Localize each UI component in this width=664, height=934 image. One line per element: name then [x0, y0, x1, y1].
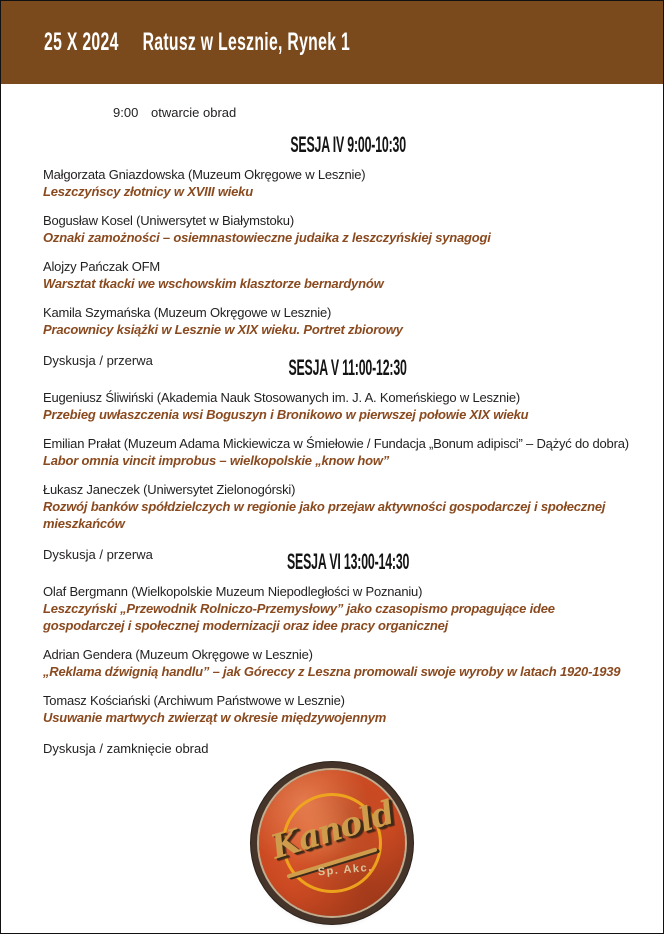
kanold-subtext: Sp. Akc. — [317, 861, 374, 879]
talk — [43, 435, 637, 469]
header-bar — [1, 1, 663, 84]
opening-row — [113, 104, 637, 121]
talk-title: Leszczyńscy złotnicy w XVIII wieku — [43, 184, 253, 199]
talk-title: Labor omnia vincit improbus – wielkopolskie „know how” — [43, 453, 390, 468]
talk-title: Rozwój banków spółdzielczych w regionie jako przejaw aktywności gospodarczej i społecznej mieszkańców — [43, 499, 606, 531]
talk-title: Leszczyński „Przewodnik Rolniczo-Przemysłowy” jako czasopismo propagujące idee gospodarczej i społecznej modernizacji oraz idee pracy organicznej — [43, 601, 555, 633]
talk-speaker: Tomasz Kościański (Archiwum Państwowe w Lesznie) — [43, 693, 345, 708]
discussion-note: Dyskusja / przerwa — [43, 353, 153, 368]
talk-speaker: Bogusław Kosel (Uniwersytet w Białymstoku) — [43, 213, 294, 228]
talk — [43, 304, 637, 338]
talk-title: Przebieg uwłaszczenia wsi Boguszyn i Bronikowo w pierwszej połowie XIX wieku — [43, 407, 529, 422]
closing-note: Dyskusja / zamknięcie obrad — [43, 741, 209, 756]
talk — [43, 583, 637, 634]
kanold-tin-logo — [259, 770, 405, 916]
discussion-note: Dyskusja / przerwa — [43, 547, 153, 562]
session-iv-heading — [17, 132, 664, 157]
session-vi-heading-text: SESJA VI 13:00-14:30 — [286, 549, 410, 574]
talk — [43, 692, 637, 726]
talk-speaker: Eugeniusz Śliwiński (Akademia Nauk Stosowanych im. J. A. Komeńskiego w Lesznie) — [43, 390, 520, 405]
talk — [43, 212, 637, 246]
header-date: 25 X 2024 — [44, 28, 119, 56]
opening-time: 9:00 — [113, 105, 139, 120]
talk-title: Pracownicy książki w Lesznie w XIX wieku. Portret zbiorowy — [43, 322, 403, 337]
talk-title: „Reklama dźwignią handlu” – jak Góreccy z Leszna promowali swoje wyroby w latach 1920-1939 — [43, 664, 621, 679]
kanold-wordmark: Kanold — [266, 792, 398, 867]
session-v-heading-text: SESJA V 11:00-12:30 — [288, 355, 408, 380]
talk-speaker: Małgorzata Gniazdowska (Muzeum Okręgowe w Lesznie) — [43, 167, 366, 182]
talk-title: Usuwanie martwych zwierząt w okresie międzywojennym — [43, 710, 387, 725]
talk-speaker: Alojzy Pańczak OFM — [43, 259, 161, 274]
talk — [43, 258, 637, 292]
opening-label: otwarcie obrad — [151, 105, 237, 120]
talk-speaker: Kamila Szymańska (Muzeum Okręgowe w Lesznie) — [43, 305, 332, 320]
talk-title: Oznaki zamożności – osiemnastowieczne judaika z leszczyńskiej synagogi — [43, 230, 491, 245]
talk — [43, 166, 637, 200]
talk-title: Warsztat tkacki we wschowskim klasztorze bernardynów — [43, 276, 384, 291]
talk-speaker: Łukasz Janeczek (Uniwersytet Zielonogórski) — [43, 482, 296, 497]
header-text — [44, 28, 350, 57]
talk-speaker: Adrian Gendera (Muzeum Okręgowe w Lesznie) — [43, 647, 313, 662]
session-iv-heading-text: SESJA IV 9:00-10:30 — [290, 132, 406, 157]
talk — [43, 481, 637, 532]
talk — [43, 389, 637, 423]
header-venue: Ratusz w Lesznie, Rynek 1 — [142, 28, 351, 56]
talk-speaker: Emilian Prałat (Muzeum Adama Mickiewicza w Śmiełowie / Fundacja „Bonum adipisci” – Dążyć do dobra) — [43, 436, 629, 451]
talk-speaker: Olaf Bergmann (Wielkopolskie Muzeum Niepodległości w Poznaniu) — [43, 584, 423, 599]
program-body — [1, 104, 663, 757]
talk — [43, 646, 637, 680]
